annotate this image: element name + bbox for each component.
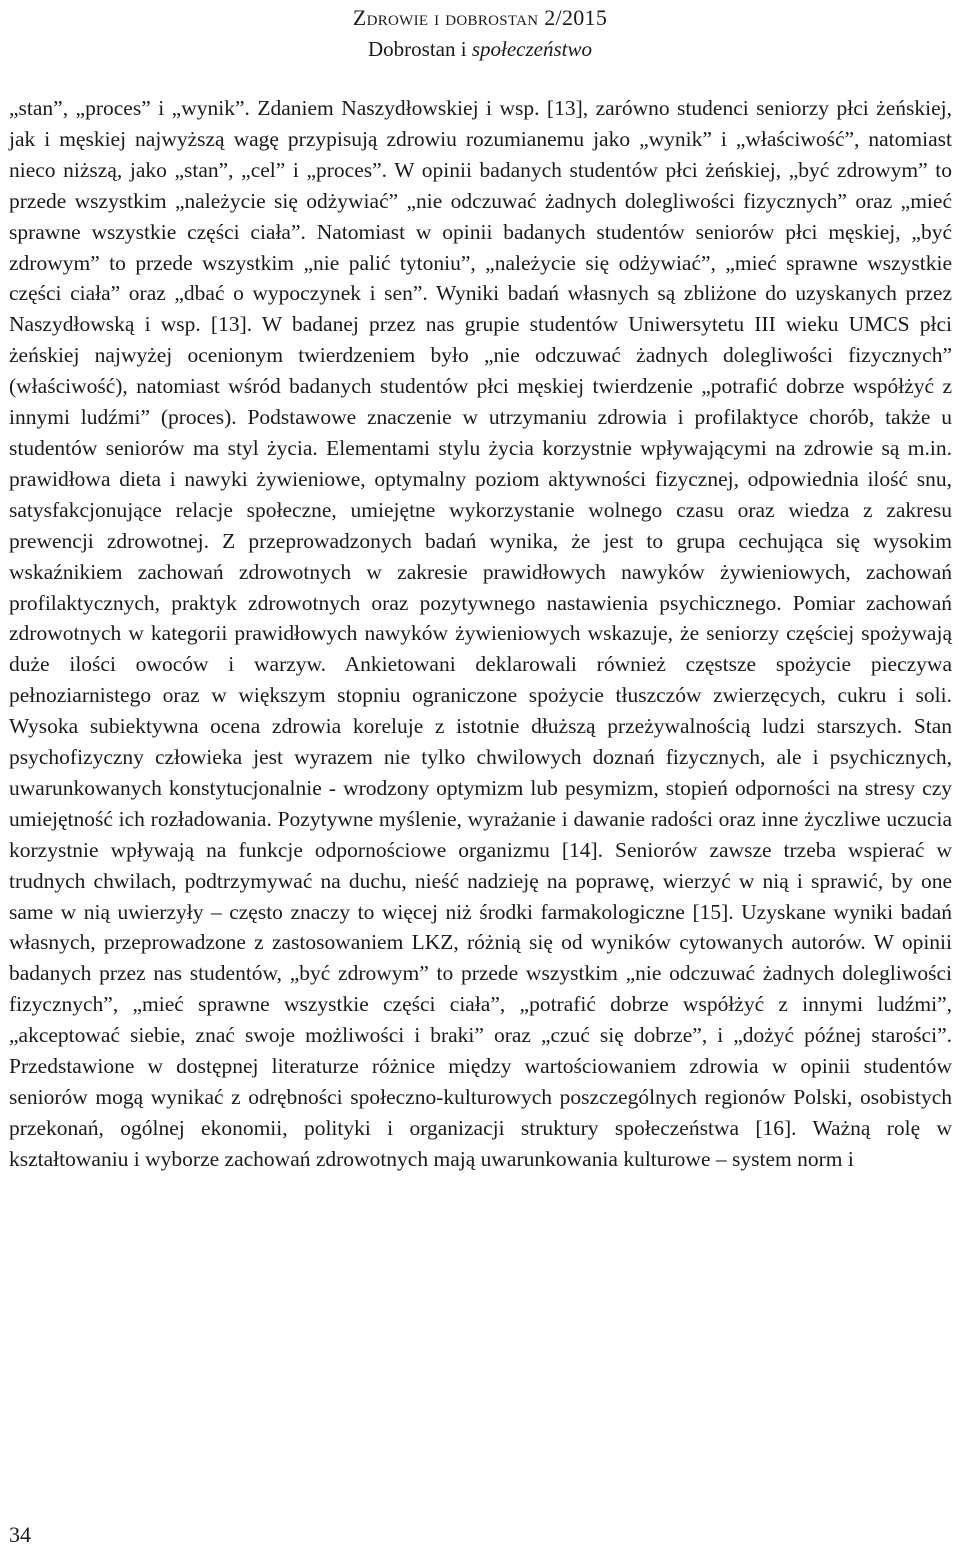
section-title-regular: Dobrostan i — [368, 37, 472, 61]
section-title-italic: społeczeństwo — [471, 37, 592, 61]
body-paragraph: „stan”, „proces” i „wynik”. Zdaniem Naszydłowskiej i wsp. [13], zarówno studenci seniorzy płci żeńskiej, jak i męskiej najwyższą wagę przypisują zdrowiu rozumianemu jako „wynik” i „właściwość”, natomiast nieco niższą, jako „stan”, „cel” i „proces”. W opinii badanych studentów płci żeńskiej, „być zdrowym” to przede wszystkim „należycie się odżywiać” „nie odczuwać żadnych dolegliwości fizycznych” oraz „mieć sprawne wszystkie części ciała”. Natomiast w opinii badanych studentów seniorów płci męskiej, „być zdrowym” to przede wszystkim „nie palić tytoniu”, „należycie się odżywiać”, „mieć sprawne wszystkie części ciała” oraz „dbać o wypoczynek i sen”. Wyniki badań własnych są zbliżone do uzyskanych przez Naszydłowską i wsp. [13]. W badanej przez nas grupie studentów Uniwersytetu III wieku UMCS płci żeńskiej najwyżej ocenionym twierdzeniem było „nie odczuwać żadnych dolegliwości fizycznych” (właściwość), natomiast wśród badanych studentów płci męskiej twierdzenie „potrafić dobrze współżyć z innymi ludźmi” (proces). Podstawowe znaczenie w utrzymaniu zdrowia i profilaktyce chorób, także u studentów seniorów ma styl życia. Elementami stylu życia korzystnie wpływającymi na zdrowie są m.in. prawidłowa dieta i nawyki żywieniowe, optymalny poziom aktywności fizycznej, odpowiednia ilość snu, satysfakcjonujące relacje społeczne, umiejętne wykorzystanie wolnego czasu oraz wiedza z zakresu prewencji zdrowotnej. Z przeprowadzonych badań wynika, że jest to grupa cechująca się wysokim wskaźnikiem zachowań zdrowotnych w zakresie prawidłowych nawyków żywieniowych, zachowań profilaktycznych, praktyk zdrowotnych oraz pozytywnego nastawienia psychicznego. Pomiar zachowań zdrowotnych w kategorii prawidłowych nawyków żywieniowych wskazuje, że seniorzy częściej spożywają duże ilości owoców i warzyw. Ankietowani deklarowali również częstsze spożycie pieczywa pełnoziarnistego oraz w większym stopniu ograniczone spożycie tłuszczów zwierzęcych, cukru i soli. Wysoka subiektywna ocena zdrowia koreluje z istotnie dłuższą przeżywalnością ludzi starszych. Stan psychofizyczny człowieka jest wyrazem nie tylko chwilowych doznań fizycznych, ale i psychicznych, uwarunkowanych konstytucjonalnie - wrodzony optymizm lub pesymizm, stopień odporności na stresy czy umiejętność ich rozładowania. Pozytywne myślenie, wyrażanie i dawanie radości oraz inne życzliwe uczucia korzystnie wpływają na funkcje odpornościowe organizmu [14]. Seniorów zawsze trzeba wspierać w trudnych chwilach, podtrzymywać na duchu, nieść nadzieję na poprawę, wierzyć w nią i sprawić, by one same w nią uwierzyły – często znaczy to więcej niż środki farmakologiczne [15]. Uzyskane wyniki badań własnych, przeprowadzone z zastosowaniem LKZ, różnią się od wyników cytowanych autorów. W opinii badanych przez nas studentów, „być zdrowym” to przede wszystkim „nie odczuwać żadnych dolegliwości fizycznych”, „mieć sprawne wszystkie części ciała”, „potrafić dobrze współżyć z innymi ludźmi”, „akceptować siebie, znać swoje możliwości i braki” oraz „czuć się dobrze”, i „dożyć późnej starości”. Przedstawione w dostępnej literaturze różnice między wartościowaniem zdrowia w opinii studentów seniorów mogą wynikać z odrębności społeczno-kulturowych poszczególnych regionów Polski, osobistych przekonań, ogólnej ekonomii, polityki i organizacji struktury społeczeństwa [16]. Ważną rolę w kształtowaniu i wyborze zachowań zdrowotnych mają uwarunkowania kulturowe – system norm i — [9, 96, 952, 1171]
journal-title: Zdrowie i dobrostan 2/2015 — [352, 5, 608, 30]
section-title — [0, 33, 960, 65]
running-header — [0, 2, 960, 65]
page-number: 34 — [9, 1522, 31, 1547]
